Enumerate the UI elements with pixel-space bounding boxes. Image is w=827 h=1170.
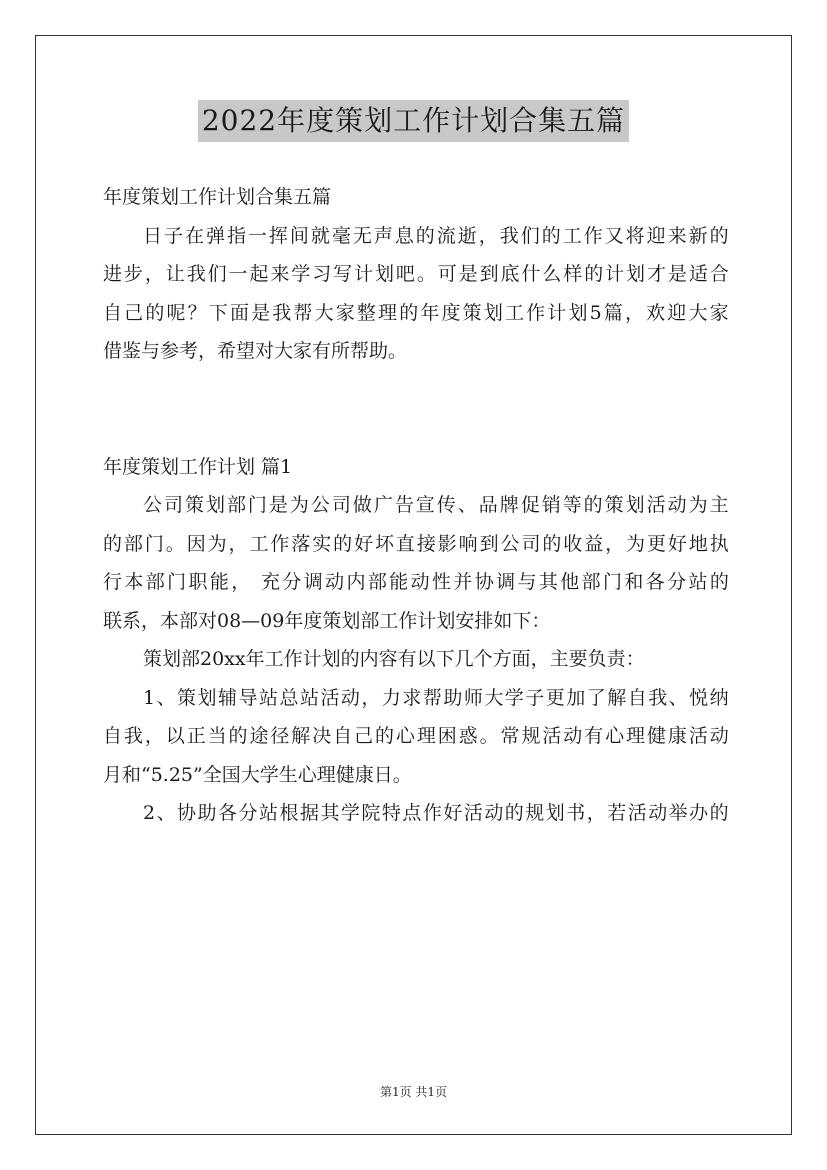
para2-line: 策划部20xx年工作计划的内容有以下几个方面，主要负责：: [143, 648, 645, 670]
page-footer: 第1页 共1页: [379, 1085, 448, 1099]
item2-line-1: 2 、 协 助 各 分 站 根 据 其 学 院 特 点 作 好 活 动 的 规 划 书 ， 若 活 动 举 办 的: [143, 802, 729, 824]
item1-line-1: 1 、 策 划 辅 导 站 总 站 活 动 ， 力 求 帮 助 师 大 学 子 更 加 了 解 自 我 、 悦 纳: [143, 686, 729, 709]
document-body: [103, 178, 729, 833]
para1-line-1: 公 司 策 划 部 门 是 为 公 司 做 广 告 宣 传 、 品 牌 促 销 等 的 策 划 活 动 为 主: [143, 494, 729, 516]
title-container: [0, 100, 827, 142]
intro-line-4: 借鉴与参考，希望对大家有所帮助。: [103, 340, 408, 362]
intro-line-3: 自 己 的 呢 ？ 下 面 是 我 帮 大 家 整 理 的 年 度 策 划 工 作 计 划 5 篇 ， 欢 迎 大 家: [103, 301, 729, 324]
intro-line-1: 日 子 在 弹 指 一 挥 间 就 毫 无 声 息 的 流 逝 ， 我 们 的 工 作 又 将 迎 来 新 的: [143, 224, 729, 247]
intro-line-2: 进 步 ， 让 我 们 一 起 来 学 习 写 计 划 吧 。 可 是 到 底 什 么 样 的 计 划 才 是 适 合: [103, 263, 729, 285]
item1-line-2: 自 我 ， 以 正 当 的 途 径 解 决 自 己 的 心 理 困 惑 。 常 规 活 动 有 心 理 健 康 活 动: [103, 725, 729, 747]
item1-line-3: 月和“5.25”全国大学生心理健康日。: [103, 763, 412, 786]
document-title: 2022年度策划工作计划合集五篇: [198, 100, 629, 142]
section-heading: 年度策划工作计划 篇1: [103, 455, 293, 478]
para1-line-4: 联系，本部对08—09年度策划部工作计划安排如下：: [103, 609, 551, 632]
para1-line-2: 的 部 门 。 因 为 ， 工 作 落 实 的 好 坏 直 接 影 响 到 公 司 的 收 益 ， 为 更 好 地 执: [103, 532, 729, 555]
para1-line-3: 行 本 部 门 职 能 ， 充 分 调 动 内 部 能 动 性 并 协 调 与 其 他 部 门 和 各 分 站 的: [103, 571, 729, 593]
document-subtitle: 年度策划工作计划合集五篇: [103, 186, 332, 208]
